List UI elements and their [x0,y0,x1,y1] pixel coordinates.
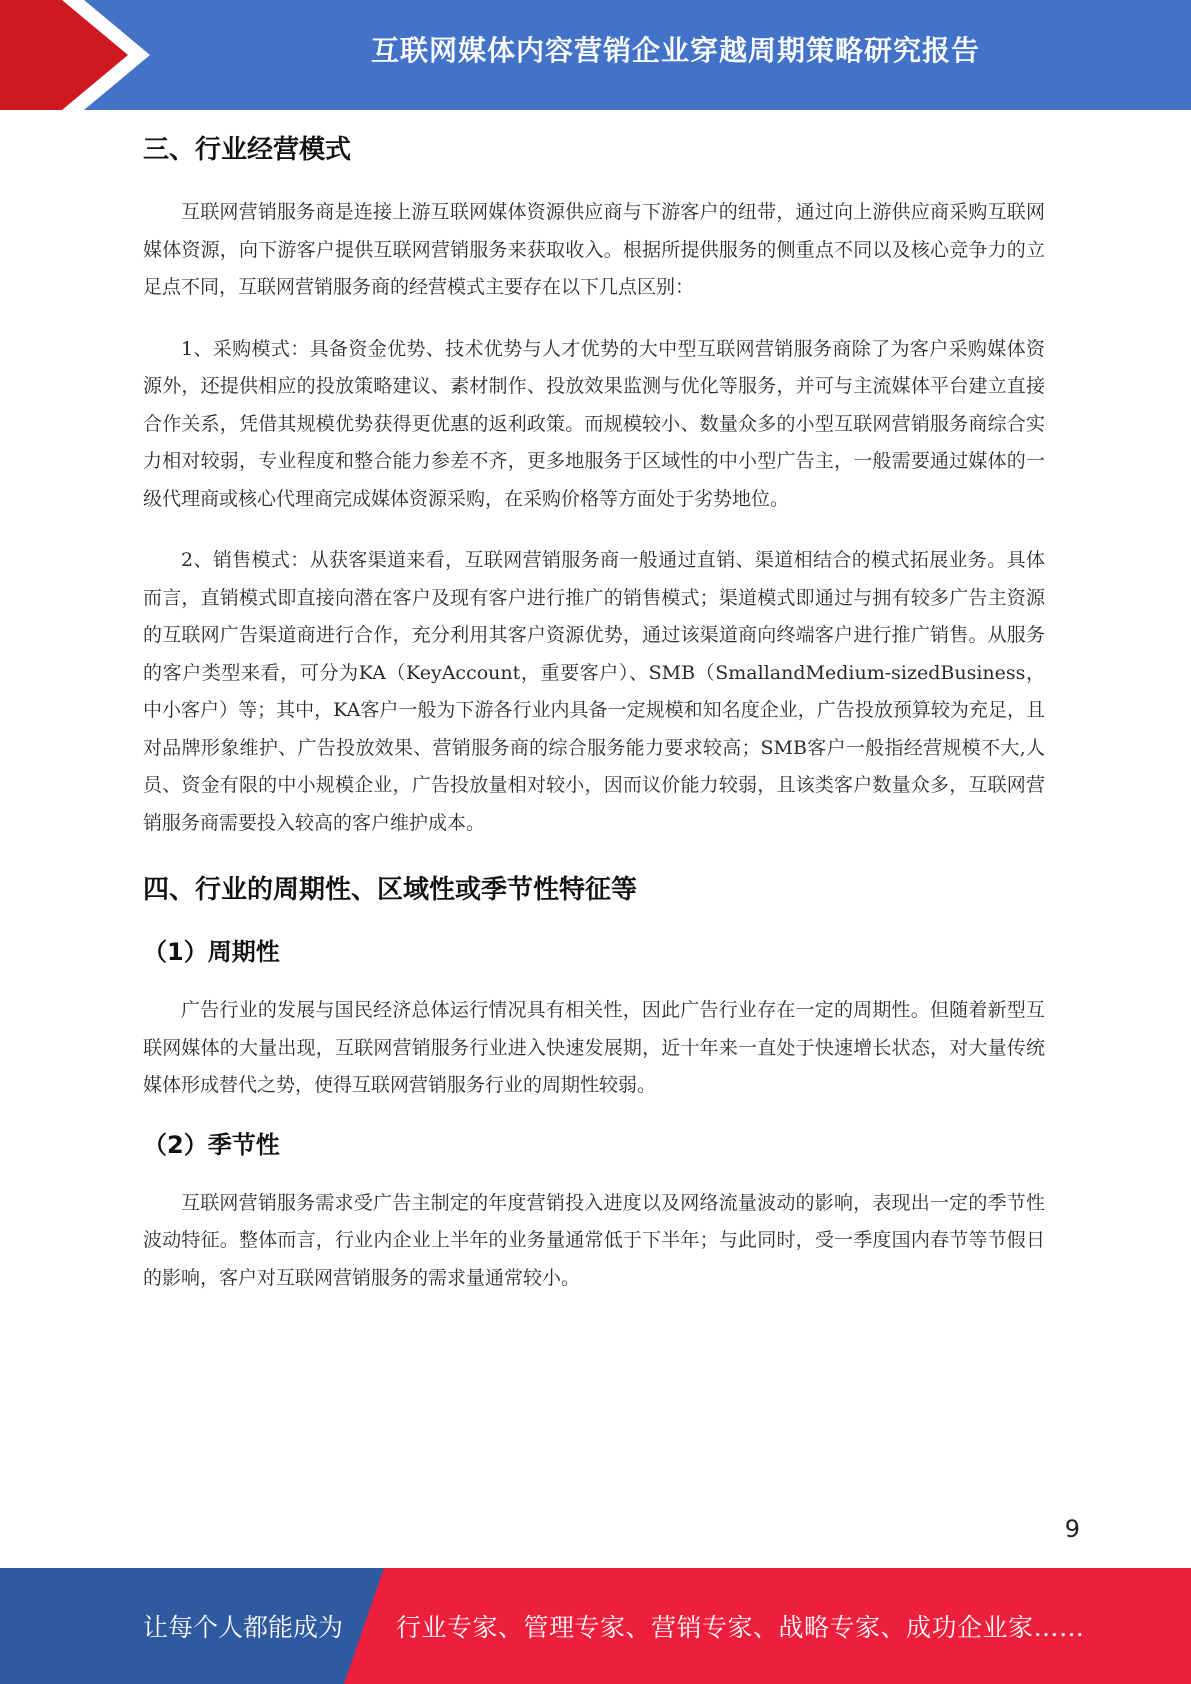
section-heading-business-model: 三、行业经营模式 [143,135,352,165]
paragraph-intro: 互联网营销服务商是连接上游互联网媒体资源供应商与下游客户的纽带，通过向上游供应商采购互联网媒体资源，向下游客户提供互联网营销服务来获取收入。根据所提供服务的侧重点不同以及核心竞争力的立足点不同，互联网营销服务商的经营模式主要存在以下几点区别： [143,201,1045,298]
subsection-heading-cyclicality: （1）周期性 [143,938,280,966]
paragraph-cyclicality: 广告行业的发展与国民经济总体运行情况具有相关性，因此广告行业存在一定的周期性。但随着新型互联网媒体的大量出现，互联网营销服务行业进入快速发展期，近十年来一直处于快速增长状态，对大量传统媒体形成替代之势，使得互联网营销服务行业的周期性较弱。 [143,999,1045,1096]
paragraph-procurement-model: 1、采购模式：具备资金优势、技术优势与人才优势的大中型互联网营销服务商除了为客户采购媒体资源外，还提供相应的投放策略建议、素材制作、投放效果监测与优化等服务，并可与主流媒体平台建立直接合作关系，凭借其规模优势获得更优惠的返利政策。而规模较小、数量众多的小型互联网营销服务商综合实力相对较弱，专业程度和整合能力参差不齐，更多地服务于区域性的中小型广告主，一般需要通过媒体的一级代理商或核心代理商完成媒体资源采购，在采购价格等方面处于劣势地位。 [143,337,1045,510]
document-body [143,128,1045,1297]
page-number: 9 [1064,1515,1080,1543]
page-header [0,0,1191,110]
header-arrow-decoration [0,0,160,110]
paragraph-seasonality: 互联网营销服务需求受广告主制定的年度营销投入进度以及网络流量波动的影响，表现出一定的季节性波动特征。整体而言，行业内企业上半年的业务量通常低于下半年；与此同时，受一季度国内春节等节假日的影响，客户对互联网营销服务的需求量通常较小。 [143,1191,1045,1289]
paragraph-sales-model: 2、销售模式：从获客渠道来看，互联网营销服务商一般通过直销、渠道相结合的模式拓展业务。具体而言，直销模式即直接向潜在客户及现有客户进行推广的销售模式；渠道模式即通过与拥有较多广告主资源的互联网广告渠道商进行合作，充分利用其客户资源优势，通过该渠道商向终端客户进行推广销售。从服务的客户类型来看，可分为KA（KeyAccount，重要客户）、SMB（SmallandMedium-sizedBusiness，中小客户）等；其中，KA客户一般为下游各行业内具备一定规模和知名度企业，广告投放预算较为充足，且对品牌形象维护、广告投放效果、营销服务商的综合服务能力要求较高；SMB客户一般指经营规模不大,人员、资金有限的中小规模企业，广告投放量相对较小，因而议价能力较弱，且该类客户数量众多，互联网营销服务商需要投入较高的客户维护成本。 [143,549,1045,834]
page-footer [0,1568,1191,1684]
subsection-heading-seasonality: （2）季节性 [143,1130,280,1159]
footer-slogan-right: 行业专家、管理专家、营销专家、战略专家、成功企业家…… [396,1613,1085,1642]
section-heading-characteristics: 四、行业的周期性、区域性或季节性特征等 [143,875,638,905]
footer-slogan-left: 让每个人都能成为 [143,1613,344,1642]
header-title: 互联网媒体内容营销企业穿越周期策略研究报告 [370,34,980,67]
